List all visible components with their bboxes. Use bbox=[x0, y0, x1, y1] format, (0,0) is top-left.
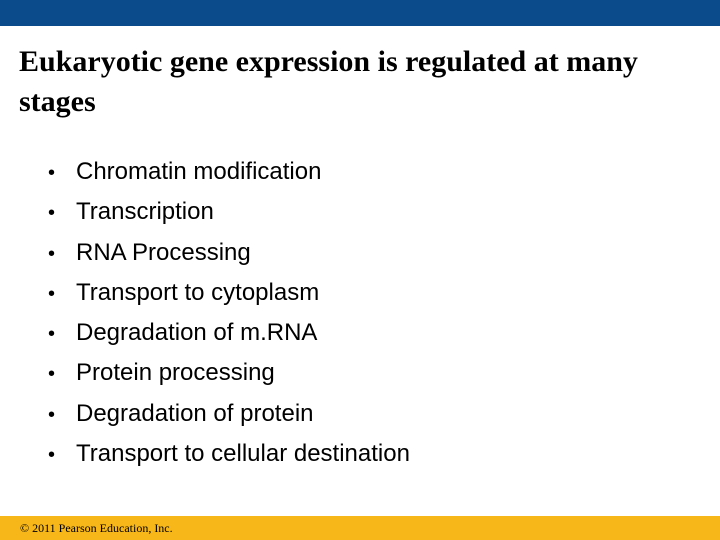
bullet-marker: • bbox=[48, 162, 56, 184]
bullet-marker: • bbox=[48, 282, 56, 305]
list-item-text: Transport to cytoplasm bbox=[76, 278, 320, 306]
list-item-text: Transport to cellular destination bbox=[76, 440, 410, 468]
bullet-list bbox=[48, 152, 410, 474]
list-item bbox=[48, 192, 410, 232]
bullet-marker: • bbox=[48, 403, 56, 426]
list-item-text: Degradation of protein bbox=[76, 399, 314, 427]
list-item bbox=[48, 273, 410, 313]
footer-banner bbox=[0, 516, 720, 540]
list-item-text: RNA Processing bbox=[76, 238, 251, 266]
list-item-text: Chromatin modification bbox=[76, 158, 322, 185]
list-item bbox=[48, 313, 410, 353]
slide-title: Eukaryotic gene expression is regulated at many stages bbox=[19, 45, 638, 118]
list-item bbox=[48, 353, 410, 393]
top-banner bbox=[0, 0, 720, 26]
bullet-marker: • bbox=[48, 202, 56, 225]
bullet-marker: • bbox=[48, 323, 56, 346]
list-item bbox=[48, 434, 410, 474]
list-item bbox=[48, 394, 410, 434]
list-item-text: Protein processing bbox=[76, 359, 275, 387]
bullet-marker: • bbox=[48, 363, 56, 386]
copyright-text: © 2011 Pearson Education, Inc. bbox=[20, 521, 173, 535]
list-item bbox=[48, 152, 410, 192]
list-item bbox=[48, 233, 410, 273]
bullet-marker: • bbox=[48, 242, 56, 265]
list-item-text: Degradation of m.RNA bbox=[76, 319, 318, 347]
list-item-text: Transcription bbox=[76, 198, 214, 226]
bullet-marker: • bbox=[48, 444, 56, 467]
